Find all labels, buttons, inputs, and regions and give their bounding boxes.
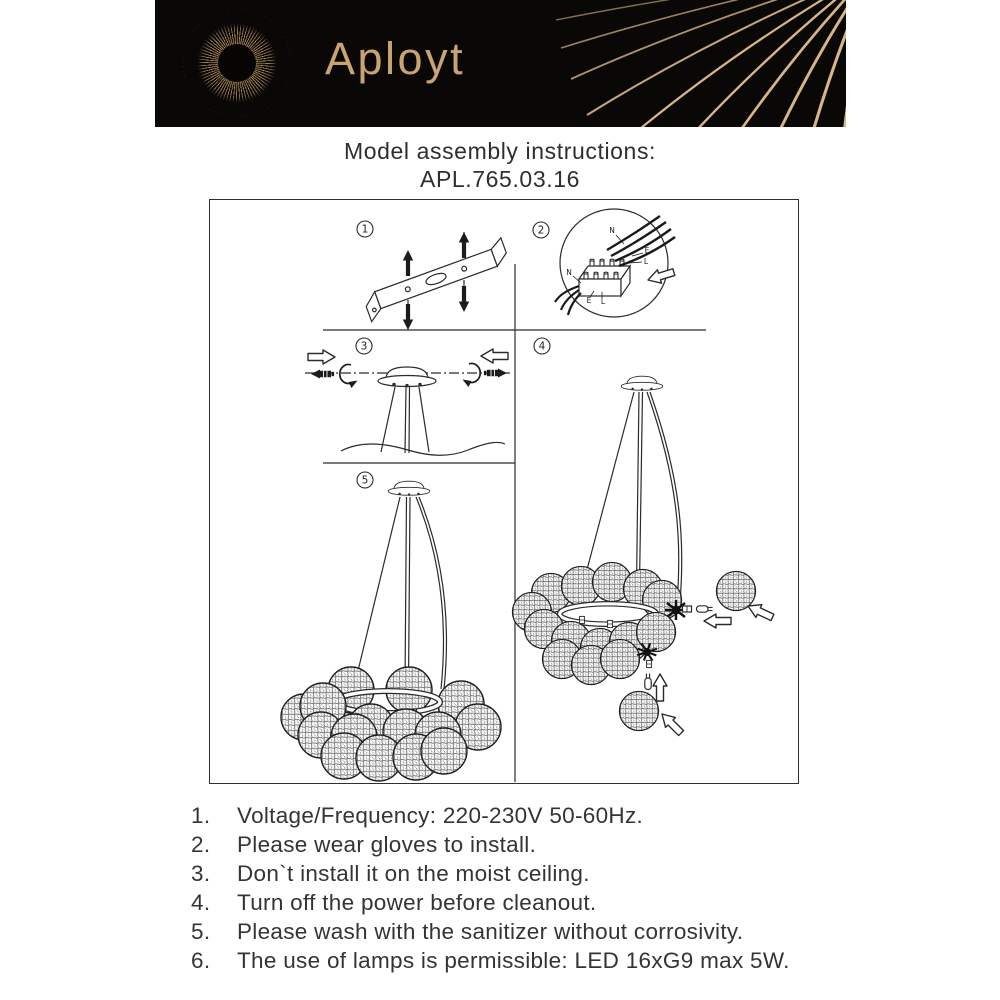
brand-name: Aployt: [325, 33, 466, 84]
step4-install-panel: [512, 338, 775, 738]
mains-wires: [607, 216, 675, 266]
left-arrow-icon: [481, 349, 508, 363]
step3-marker: [356, 338, 372, 354]
detached-shade: [716, 571, 755, 610]
corner-rays-icon: [546, 0, 846, 127]
ceiling-canopy: [378, 367, 436, 387]
item-text: Please wash with the sanitizer without corrosivity.: [237, 919, 744, 944]
svg-text:4: 4: [538, 340, 546, 353]
item-number: 3.: [191, 861, 211, 886]
list-item: [191, 832, 1000, 861]
screw-icon: [484, 369, 507, 378]
svg-text:E: E: [644, 246, 650, 255]
list-item: [191, 890, 1000, 919]
detached-shade: [619, 691, 658, 730]
item-text: The use of lamps is permissible: LED 16xG9 max 5W.: [237, 948, 790, 973]
item-number: 6.: [191, 948, 211, 973]
step2-wiring-panel: [533, 209, 676, 317]
list-item: [191, 803, 1000, 832]
g9-bulb-icon: [697, 606, 713, 612]
left-arrow-icon: [704, 614, 731, 628]
ceiling-wave-line: [341, 442, 505, 455]
item-number: 5.: [191, 919, 211, 944]
shade-cluster: [281, 667, 501, 781]
item-text: Voltage/Frequency: 220-230V 50-60Hz.: [237, 803, 644, 828]
step2-marker: [533, 222, 549, 238]
page-title: Model assembly instructions:: [343, 138, 657, 164]
item-number: 2.: [191, 832, 211, 857]
model-number: APL.765.03.16: [420, 166, 580, 192]
step1-marker: [357, 221, 373, 237]
svg-text:L: L: [600, 297, 606, 306]
ceiling-canopy: [621, 376, 663, 391]
mounting-bracket: [360, 238, 513, 322]
up-arrow-icon: [653, 674, 667, 701]
svg-text:N: N: [609, 226, 615, 235]
left-arrow-icon: [646, 265, 676, 286]
item-text: Don`t install it on the moist ceiling.: [237, 861, 590, 886]
list-item: [191, 861, 1000, 890]
up-arrow-icon: [459, 232, 469, 258]
insert-arrow-icon: [657, 709, 686, 738]
item-text: Turn off the power before cleanout.: [237, 890, 597, 915]
step5-assembled-panel: [281, 472, 501, 781]
screw-icon: [311, 370, 334, 379]
item-text: Please wear gloves to install.: [237, 832, 537, 857]
canopy-cables: [381, 387, 429, 453]
suspension-cables: [356, 497, 446, 689]
sunburst-center: [218, 44, 256, 82]
step3-canopy-panel: [305, 338, 510, 455]
g9-bulb-icon: [645, 674, 651, 690]
svg-text:5: 5: [361, 474, 369, 487]
rotate-arrow-icon: [340, 365, 358, 389]
list-item: [191, 919, 1000, 948]
down-arrow-icon: [459, 286, 469, 312]
instruction-list: [0, 803, 1000, 977]
rotate-arrow-icon: [463, 364, 481, 388]
shade-cluster: [512, 562, 712, 689]
svg-text:2: 2: [537, 224, 545, 237]
sunburst-logo-icon: [183, 9, 291, 117]
step1-bracket-panel: [357, 221, 513, 330]
brand-banner: [155, 0, 846, 127]
list-item: [191, 948, 1000, 977]
svg-text:L: L: [643, 257, 649, 266]
up-arrow-icon: [403, 250, 413, 276]
svg-text:N: N: [566, 268, 572, 277]
ceiling-canopy: [388, 481, 430, 496]
right-arrow-icon: [308, 350, 335, 364]
step4-marker: [534, 338, 550, 354]
item-number: 1.: [191, 803, 211, 828]
assembly-diagram: [209, 199, 799, 784]
svg-text:E: E: [586, 296, 592, 305]
fixture-wires: [555, 286, 581, 315]
step5-marker: [357, 472, 373, 488]
item-number: 4.: [191, 890, 211, 915]
svg-text:3: 3: [360, 340, 368, 353]
svg-text:1: 1: [361, 223, 369, 236]
down-arrow-icon: [403, 304, 413, 330]
